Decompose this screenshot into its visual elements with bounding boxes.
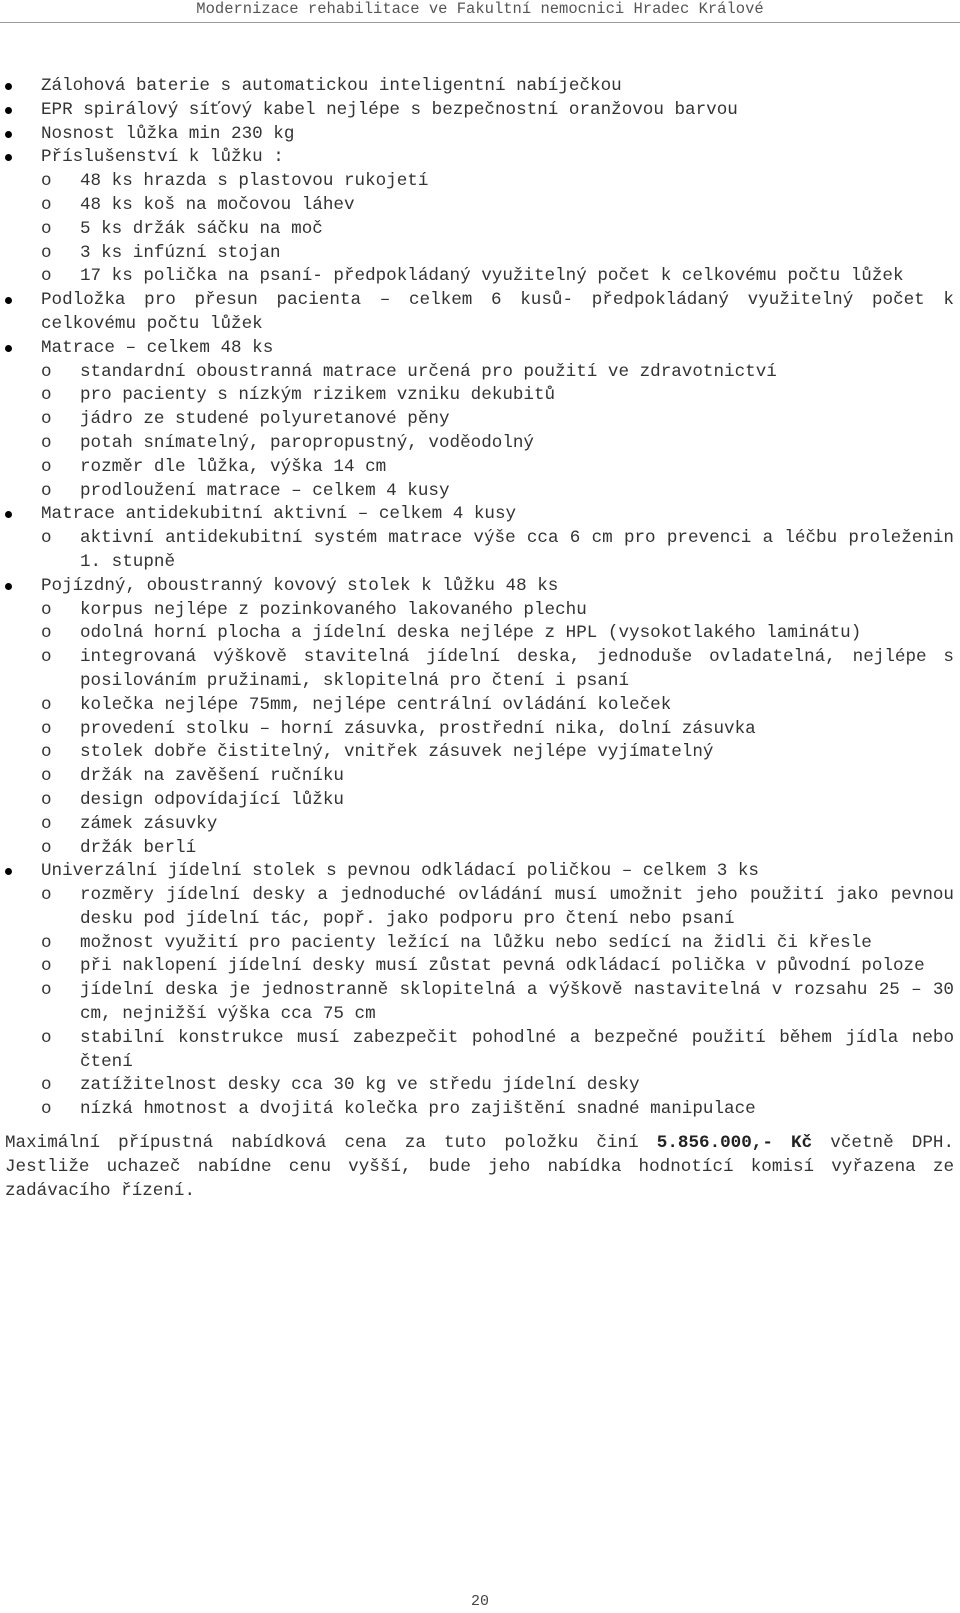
sub-item xyxy=(0,622,960,646)
item-text: rozměr dle lůžka, výška 14 cm xyxy=(80,456,387,477)
item-text: držák na zavěšení ručníku xyxy=(80,766,344,787)
item-text: 48 ks koš na močovou láhev xyxy=(80,194,355,215)
item-text: 5 ks držák sáčku na moč xyxy=(80,218,323,239)
item-text: Matrace – celkem 48 ks xyxy=(41,337,274,358)
item-text: stabilní konstrukce musí zabezpečit pohodlné a bezpečné použití během jídla nebo čtení xyxy=(80,1027,954,1072)
sub-bullet-marker: o xyxy=(41,718,52,739)
item-text: 48 ks hrazda s plastovou rukojetí xyxy=(80,171,429,192)
item-text: Příslušenství k lůžku : xyxy=(41,147,284,168)
bullet-dot-icon xyxy=(5,131,12,138)
sub-bullet-marker: o xyxy=(41,432,52,453)
item-text: zámek zásuvky xyxy=(80,813,218,834)
item-text: provedení stolku – horní zásuvka, prostřední nika, dolní zásuvka xyxy=(80,718,756,739)
sub-bullet-marker: o xyxy=(41,742,52,763)
price-text-after: včetně DPH. Jestliže uchazeč nabídne cenu vyšší, bude jeho nabídka hodnotící komisí vyřazena ze zadávacího řízení. xyxy=(5,1133,955,1201)
sub-bullet-marker: o xyxy=(41,885,52,906)
sub-bullet-marker: o xyxy=(41,599,52,620)
sub-item xyxy=(0,884,960,932)
item-text: Pojízdný, oboustranný kovový stolek k lůžku 48 ks xyxy=(41,575,559,596)
sub-bullet-marker: o xyxy=(41,194,52,215)
sub-item xyxy=(0,408,960,432)
bullet-dot-icon xyxy=(5,583,12,590)
bullet-dot-icon xyxy=(5,297,12,304)
item-text: možnost využití pro pacienty ležící na lůžku nebo sedící na židli či křesle xyxy=(80,932,872,953)
item-text: jídelní deska je jednostranně sklopitelná a výškově nastavitelná v rozsahu 25 – 30 cm, nejnižší výška cca 75 cm xyxy=(80,980,954,1025)
sub-item xyxy=(0,480,960,504)
bullet-dot-icon xyxy=(5,83,12,90)
bullet-dot-icon xyxy=(5,345,12,352)
sub-item xyxy=(0,813,960,837)
sub-bullet-marker: o xyxy=(41,456,52,477)
item-text: kolečka nejlépe 75mm, nejlépe centrální ovládání koleček xyxy=(80,694,672,715)
sub-item xyxy=(0,837,960,861)
item-text: Nosnost lůžka min 230 kg xyxy=(41,123,295,144)
sub-item xyxy=(0,599,960,623)
sub-bullet-marker: o xyxy=(41,789,52,810)
sub-item xyxy=(0,456,960,480)
specification-list xyxy=(0,75,960,1122)
item-text: Podložka pro přesun pacienta – celkem 6 kusů- předpokládaný využitelný počet k celkovému počtu lůžek xyxy=(41,290,954,334)
item-text: design odpovídající lůžku xyxy=(80,789,344,810)
bullet-item xyxy=(0,75,960,99)
bullet-item xyxy=(0,337,960,361)
sub-bullet-marker: o xyxy=(41,409,52,430)
item-text: Zálohová baterie s automatickou inteligentní nabíječkou xyxy=(41,76,622,96)
sub-item xyxy=(0,265,960,289)
sub-bullet-marker: o xyxy=(41,694,52,715)
sub-item xyxy=(0,979,960,1027)
item-text: EPR spirálový síťový kabel nejlépe s bezpečnostní oranžovou barvou xyxy=(41,99,738,120)
sub-item xyxy=(0,741,960,765)
bullet-dot-icon xyxy=(5,154,12,161)
sub-item xyxy=(0,527,960,575)
bullet-item xyxy=(0,503,960,527)
sub-bullet-marker: o xyxy=(41,623,52,644)
sub-bullet-marker: o xyxy=(41,980,52,1001)
price-amount: 5.856.000,- Kč xyxy=(656,1133,813,1154)
sub-bullet-marker: o xyxy=(41,171,52,192)
item-text: integrovaná výškově stavitelná jídelní deska, jednoduše ovladatelná, nejlépe s posilováním pružinami, sklopitelná pro čtení i psaní xyxy=(80,647,954,691)
sub-bullet-marker: o xyxy=(41,766,52,787)
sub-item xyxy=(0,194,960,218)
item-text: jádro ze studené polyuretanové pěny xyxy=(80,409,450,430)
bullet-item xyxy=(0,289,960,337)
bullet-item xyxy=(0,146,960,170)
bullet-dot-icon xyxy=(5,107,12,114)
item-text: pro pacienty s nízkým rizikem vzniku dekubitů xyxy=(80,385,556,406)
item-text: standardní oboustranná matrace určená pro použití ve zdravotnictví xyxy=(80,361,777,382)
sub-item xyxy=(0,242,960,266)
bullet-item xyxy=(0,123,960,147)
item-text: korpus nejlépe z pozinkovaného lakovaného plechu xyxy=(80,599,587,620)
sub-item xyxy=(0,932,960,956)
item-text: Univerzální jídelní stolek s pevnou odkládací poličkou – celkem 3 ks xyxy=(41,861,759,882)
sub-item xyxy=(0,1074,960,1098)
item-text: potah snímatelný, paropropustný, voděodolný xyxy=(80,432,534,453)
item-text: rozměry jídelní desky a jednoduché ovládání musí umožnit jeho použití jako pevnou desku pod jídelní tác, popř. jako podporu pro čtení nebo psaní xyxy=(80,885,954,929)
sub-bullet-marker: o xyxy=(41,1075,52,1096)
sub-bullet-marker: o xyxy=(41,813,52,834)
price-text-before: Maximální přípustná nabídková cena za tuto položku činí xyxy=(5,1133,657,1154)
item-text: odolná horní plocha a jídelní deska nejlépe z HPL (vysokotlakého laminátu) xyxy=(80,623,862,644)
item-text: 17 ks polička na psaní- předpokládaný využitelný počet k celkovému počtu lůžek xyxy=(80,266,904,287)
sub-bullet-marker: o xyxy=(41,242,52,263)
sub-item xyxy=(0,432,960,456)
bullet-dot-icon xyxy=(5,511,12,518)
sub-item xyxy=(0,789,960,813)
sub-bullet-marker: o xyxy=(41,1099,52,1120)
item-text: prodloužení matrace – celkem 4 kusy xyxy=(80,480,450,501)
item-text: při naklopení jídelní desky musí zůstat pevná odkládací polička v původní poloze xyxy=(80,956,925,977)
item-text: nízká hmotnost a dvojitá kolečka pro zajištění snadné manipulace xyxy=(80,1099,756,1120)
sub-item xyxy=(0,1098,960,1122)
sub-item xyxy=(0,694,960,718)
sub-bullet-marker: o xyxy=(41,480,52,501)
item-text: stolek dobře čistitelný, vnitřek zásuvek nejlépe vyjímatelný xyxy=(80,742,714,763)
sub-bullet-marker: o xyxy=(41,218,52,239)
sub-item xyxy=(0,1027,960,1075)
bullet-dot-icon xyxy=(5,868,12,875)
sub-bullet-marker: o xyxy=(41,932,52,953)
sub-item xyxy=(0,384,960,408)
sub-bullet-marker: o xyxy=(41,837,52,858)
sub-item xyxy=(0,955,960,979)
document-body xyxy=(0,75,960,1203)
sub-bullet-marker: o xyxy=(41,647,52,668)
page-number: 20 xyxy=(470,1593,489,1610)
sub-bullet-marker: o xyxy=(41,361,52,382)
item-text: 3 ks infúzní stojan xyxy=(80,242,281,263)
sub-item xyxy=(0,361,960,385)
item-text: držák berlí xyxy=(80,837,197,858)
sub-bullet-marker: o xyxy=(41,1027,52,1048)
sub-bullet-marker: o xyxy=(41,528,52,549)
sub-item xyxy=(0,170,960,194)
item-text: zatížitelnost desky cca 30 kg ve středu jídelní desky xyxy=(80,1075,640,1096)
bullet-item xyxy=(0,99,960,123)
sub-bullet-marker: o xyxy=(41,266,52,287)
bullet-item xyxy=(0,575,960,599)
sub-item xyxy=(0,765,960,789)
bullet-item xyxy=(0,860,960,884)
price-paragraph xyxy=(0,1132,960,1203)
sub-bullet-marker: o xyxy=(41,956,52,977)
page-header xyxy=(0,0,960,23)
sub-item xyxy=(0,218,960,242)
header-title: Modernizace rehabilitace ve Fakultní nemocnici Hradec Králové xyxy=(196,0,764,18)
sub-bullet-marker: o xyxy=(41,385,52,406)
item-text: aktivní antidekubitní systém matrace výše cca 6 cm pro prevenci a léčbu proleženin 1. stupně xyxy=(80,528,954,572)
sub-item xyxy=(0,718,960,742)
item-text: Matrace antidekubitní aktivní – celkem 4 kusy xyxy=(41,504,517,525)
sub-item xyxy=(0,646,960,694)
